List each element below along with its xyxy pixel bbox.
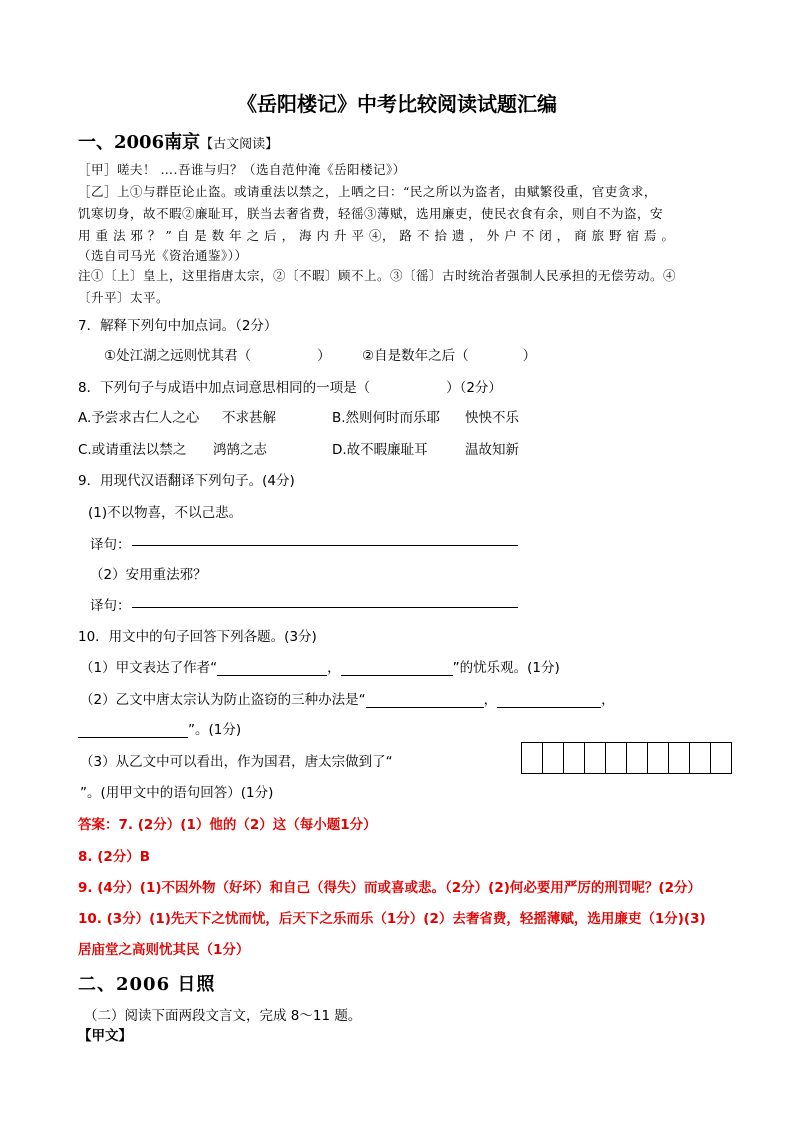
answer-box[interactable] xyxy=(689,742,711,774)
answer-box[interactable] xyxy=(668,742,690,774)
translation-label-2: 译句： xyxy=(90,598,131,614)
answer-line-5: 居庙堂之高则忧其民（1分） xyxy=(78,942,250,958)
question-10-part-2-cont xyxy=(78,718,241,738)
passage-line-1: ［甲］嗟夫！ ….吾谁与归？（选自范仲淹《岳阳楼记》） xyxy=(78,162,406,177)
q7-item2-close: ） xyxy=(522,348,537,364)
question-10-part-3: （3）从乙文中可以看出，作为国君，唐太宗做到了“ xyxy=(80,754,393,770)
answer-box[interactable] xyxy=(563,742,585,774)
q10-2-comma-1: ， xyxy=(483,692,498,708)
section-1-subheading: 【古文阅读】 xyxy=(200,137,279,152)
q10-1-blank-1[interactable] xyxy=(217,661,327,676)
section-2-intro: （二）阅读下面两段文言文，完成 8～11 题。 xyxy=(84,1008,362,1024)
q10-2-blank-3[interactable] xyxy=(78,723,188,738)
answer-line-3: 9. (4分）(1)不因外物（好坏）和自己（得失）而或喜或悲。（2分）(2)何必要用严厉的刑罚呢？(2分） xyxy=(78,880,701,896)
option-d-idiom: 温故知新 xyxy=(465,442,519,458)
question-10-part-1 xyxy=(80,656,560,676)
question-9-part-1: (1)不以物喜，不以己悲。 xyxy=(88,505,243,521)
option-a-idiom: 不求甚解 xyxy=(222,410,276,426)
option-a: A.予尝求古仁人之心 xyxy=(78,410,200,426)
q10-2-comma-2: ， xyxy=(601,692,615,708)
option-c: C.或请重法以禁之 xyxy=(78,442,187,458)
translation-answer-line-2[interactable] xyxy=(132,607,518,608)
option-d: D.故不暇廉耻耳 xyxy=(332,442,428,458)
passage-line-5: （选自司马光《资治通鉴》）） xyxy=(78,248,248,263)
question-7-item-2 xyxy=(362,344,536,364)
q10-1-comma: ， xyxy=(327,660,341,676)
option-b-idiom: 怏怏不乐 xyxy=(465,410,519,426)
q8-score: ）（2分） xyxy=(446,380,502,396)
answer-line-1: 答案：7. (2分）(1）他的（2）这（每小题1分） xyxy=(78,817,377,833)
page-title: 《岳阳楼记》中考比较阅读试题汇编 xyxy=(237,92,557,116)
question-7-item-1 xyxy=(104,344,331,364)
answer-box[interactable] xyxy=(605,742,627,774)
section-2-heading: 二、2006 日照 xyxy=(78,974,216,995)
q7-item2-text: ②自是数年之后（ xyxy=(362,348,469,364)
question-9-part-2: （2）安用重法邪？ xyxy=(90,567,207,583)
q10-1-text: （1）甲文表达了作者“ xyxy=(80,660,218,676)
answer-line-2: 8. (2分）B xyxy=(78,849,151,865)
question-7: 7．解释下列句中加点词。（2分） xyxy=(78,318,278,334)
section-1-heading xyxy=(78,128,278,154)
section-1-title: 一、2006南京 xyxy=(78,132,201,153)
passage-line-3: 饥寒切身，故不暇②廉耻耳，朕当去奢省费，轻徭③薄赋，选用廉吏，使民衣食有余，则自不为盗，安 xyxy=(78,206,664,221)
q10-1-blank-2[interactable] xyxy=(341,661,453,676)
question-9: 9．用现代汉语翻译下列句子。(4分) xyxy=(78,473,295,489)
option-b: B.然则何时而乐耶 xyxy=(332,410,441,426)
q10-2-blank-1[interactable] xyxy=(366,693,484,708)
answer-box[interactable] xyxy=(647,742,669,774)
q8-text: 8．下列句子与成语中加点词意思相同的一项是（ xyxy=(78,380,371,396)
q10-2-blank-2[interactable] xyxy=(497,693,601,708)
translation-answer-line-1[interactable] xyxy=(132,545,518,546)
passage-line-4: 用 重 法 邪 ？ ” 自 是 数 年 之 后 ， 海 内 升 平 ④， 路 不 拾 遗 ， 外 户 不 闭 ， 商 旅 野 宿 焉 。 xyxy=(78,228,675,243)
answer-box-grid[interactable] xyxy=(522,742,732,774)
translation-label-1: 译句： xyxy=(90,537,131,553)
section-2-label: 【甲文】 xyxy=(78,1028,132,1044)
answer-box[interactable] xyxy=(626,742,648,774)
q7-item1-text: ①处江湖之远则忧其君（ xyxy=(104,348,252,364)
q7-item1-close: ） xyxy=(317,348,331,364)
answer-box[interactable] xyxy=(521,742,543,774)
answer-line-4: 10. (3分）(1)先天下之忧而忧，后天下之乐而乐（1分）(2）去奢省费，轻摇薄赋，选用廉吏（1分)(3) xyxy=(78,911,706,927)
option-c-idiom: 鸿鹄之志 xyxy=(213,442,267,458)
answer-box[interactable] xyxy=(710,742,732,774)
passage-note-2: 〔升平〕太平。 xyxy=(78,290,170,305)
q10-2-end: ”。(1分) xyxy=(188,722,242,738)
passage-note-1: 注①〔上〕皇上，这里指唐太宗，②〔不暇〕顾不上。③〔徭〕古时统治者强制人民承担的无偿劳动。④ xyxy=(78,268,677,283)
question-10: 10．用文中的句子回答下列各题。(3分) xyxy=(78,629,317,645)
q10-2-text: （2）乙文中唐太宗认为防止盗窃的三种办法是“ xyxy=(80,692,366,708)
q10-1-end: ”的忧乐观。(1分) xyxy=(452,660,560,676)
answer-box[interactable] xyxy=(584,742,606,774)
passage-line-2: ［乙］上①与群臣论止盗。或请重法以禁之，上哂之曰：“民之所以为盗者，由赋繁役重，官吏贪求， xyxy=(78,184,657,199)
question-10-part-3-cont: ”。(用甲文中的语句回答）(1分) xyxy=(80,785,274,801)
answer-box[interactable] xyxy=(542,742,564,774)
question-8 xyxy=(78,376,502,396)
question-10-part-2 xyxy=(80,688,615,708)
